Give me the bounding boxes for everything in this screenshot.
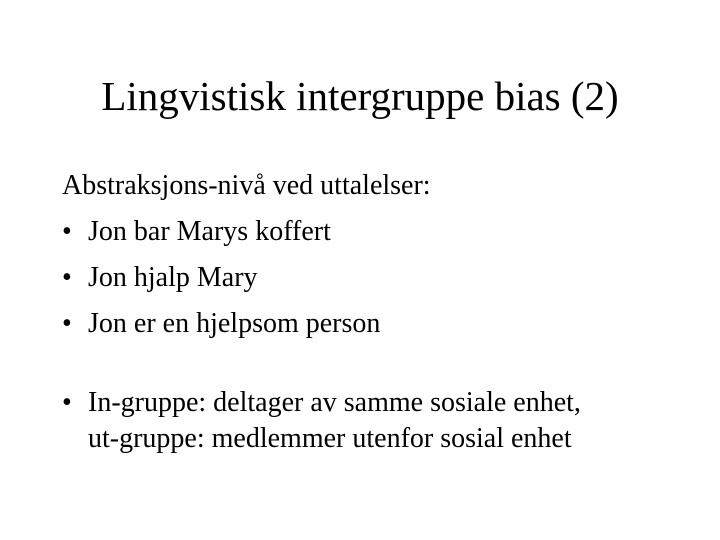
- bullet-item: [62, 209, 702, 255]
- bullet-text: Jon bar Marys koffert: [88, 216, 331, 247]
- bullet-icon: •: [62, 262, 72, 293]
- bullet-icon: •: [62, 387, 72, 418]
- bullet-icon: •: [62, 308, 72, 339]
- definition-bullet-list: [62, 385, 702, 457]
- definition-line-1: In-gruppe: deltager av samme sosiale enhet,: [88, 387, 581, 418]
- definition-bullet-item: [62, 385, 702, 457]
- example-bullet-list: [62, 209, 702, 347]
- slide-title: Lingvistisk intergruppe bias (2): [101, 73, 619, 119]
- definition-line-2: ut-gruppe: medlemmer utenfor sosial enhet: [88, 423, 572, 454]
- bullet-text: Jon er en hjelpsom person: [88, 308, 381, 339]
- bullet-icon: •: [62, 216, 72, 247]
- intro-text: Abstraksjons-nivå ved uttalelser:: [62, 170, 431, 201]
- bullet-text: Jon hjalp Mary: [88, 262, 258, 293]
- bullet-item: [62, 301, 702, 347]
- slide-body: [62, 163, 702, 347]
- bullet-item: [62, 255, 702, 301]
